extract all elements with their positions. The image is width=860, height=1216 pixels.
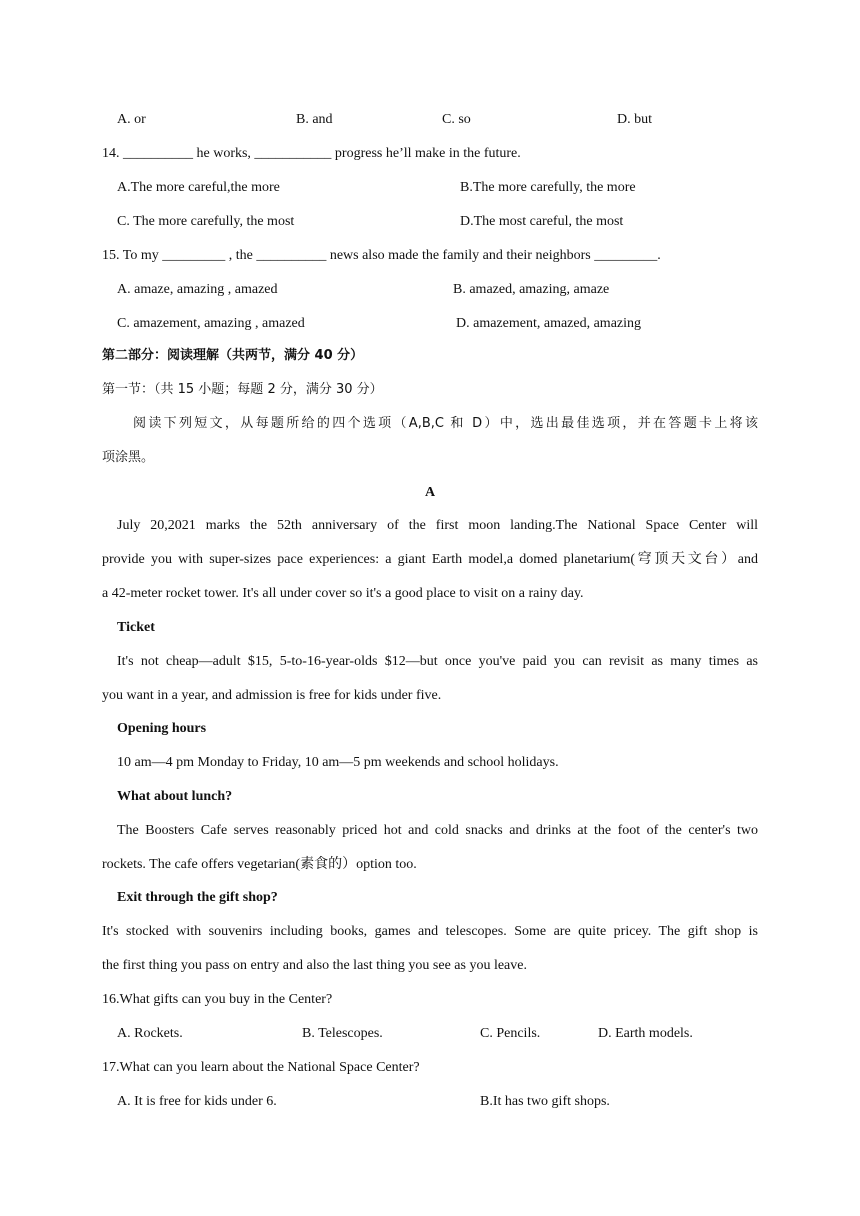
- section1-title: 第一节：（共 15 小题；每题 2 分，满分 30 分）: [102, 382, 383, 397]
- q17-option-b: B.It has two gift shops.: [480, 1094, 610, 1109]
- q17-stem: 17.What can you learn about the National Space Center?: [102, 1060, 420, 1075]
- q13-option-c: C. so: [442, 112, 471, 127]
- q13-option-a: A. or: [117, 112, 146, 127]
- passage-intro-line-1: July 20,2021 marks the 52th anniversary of the first moon landing.The National Space Center will: [117, 518, 758, 533]
- passage-intro-line-3: a 42-meter rocket tower. It's all under cover so it's a good place to visit on a rainy day.: [102, 586, 584, 601]
- q15-stem: 15. To my _________ , the __________ news also made the family and their neighbors _________.: [102, 248, 661, 263]
- q17-option-a: A. It is free for kids under 6.: [117, 1094, 277, 1109]
- q16-option-b: B. Telescopes.: [302, 1026, 383, 1041]
- q16-stem: 16.What gifts can you buy in the Center?: [102, 992, 333, 1007]
- q15-option-d: D. amazement, amazed, amazing: [456, 316, 642, 331]
- q16-option-c: C. Pencils.: [480, 1026, 541, 1041]
- q14-option-a: A.The more careful,the more: [117, 180, 280, 195]
- gift-line-1: It's stocked with souvenirs including books, games and telescopes. Some are quite pricey. The gift shop is: [102, 924, 758, 939]
- q15-option-c: C. amazement, amazing , amazed: [117, 316, 305, 331]
- q14-option-b: B.The more carefully, the more: [460, 180, 636, 195]
- instruction-line-2: 项涂黑。: [102, 450, 155, 465]
- instruction-line-1: 阅读下列短文，从每题所给的四个选项（A,B,C 和 D）中，选出最佳选项，并在答题卡上将该: [133, 416, 758, 431]
- lunch-heading: What about lunch?: [117, 789, 233, 804]
- hours-heading: Opening hours: [117, 721, 207, 736]
- ticket-line-2: you want in a year, and admission is free for kids under five.: [102, 688, 442, 703]
- lunch-line-2: rockets. The cafe offers vegetarian(素食的）option too.: [102, 857, 417, 872]
- ticket-line-1: It's not cheap—adult $15, 5-to-16-year-olds $12—but once you've paid you can revisit as many times as: [117, 654, 758, 669]
- q15-option-b: B. amazed, amazing, amaze: [453, 282, 610, 297]
- gift-heading: Exit through the gift shop?: [117, 890, 278, 905]
- part2-title: 第二部分：阅读理解（共两节，满分 40 分）: [102, 348, 364, 363]
- lunch-line-1: The Boosters Cafe serves reasonably priced hot and cold snacks and drinks at the foot of the center's two: [117, 823, 758, 838]
- q16-option-a: A. Rockets.: [117, 1026, 183, 1041]
- q13-option-b: B. and: [296, 112, 333, 127]
- ticket-heading: Ticket: [117, 620, 155, 635]
- q15-option-a: A. amaze, amazing , amazed: [117, 282, 278, 297]
- hours-text: 10 am—4 pm Monday to Friday, 10 am—5 pm weekends and school holidays.: [117, 755, 559, 770]
- gift-line-2: the first thing you pass on entry and also the last thing you see as you leave.: [102, 958, 527, 973]
- q14-stem: 14. __________ he works, ___________ progress he’ll make in the future.: [102, 146, 521, 161]
- q14-option-d: D.The most careful, the most: [460, 214, 624, 229]
- q14-option-c: C. The more carefully, the most: [117, 214, 295, 229]
- passage-letter: A: [424, 485, 436, 500]
- passage-intro-line-2: provide you with super-sizes pace experiences: a giant Earth model,a domed planetarium(穹顶天文台）and: [102, 552, 758, 567]
- q13-option-d: D. but: [617, 112, 652, 127]
- q16-option-d: D. Earth models.: [598, 1026, 693, 1041]
